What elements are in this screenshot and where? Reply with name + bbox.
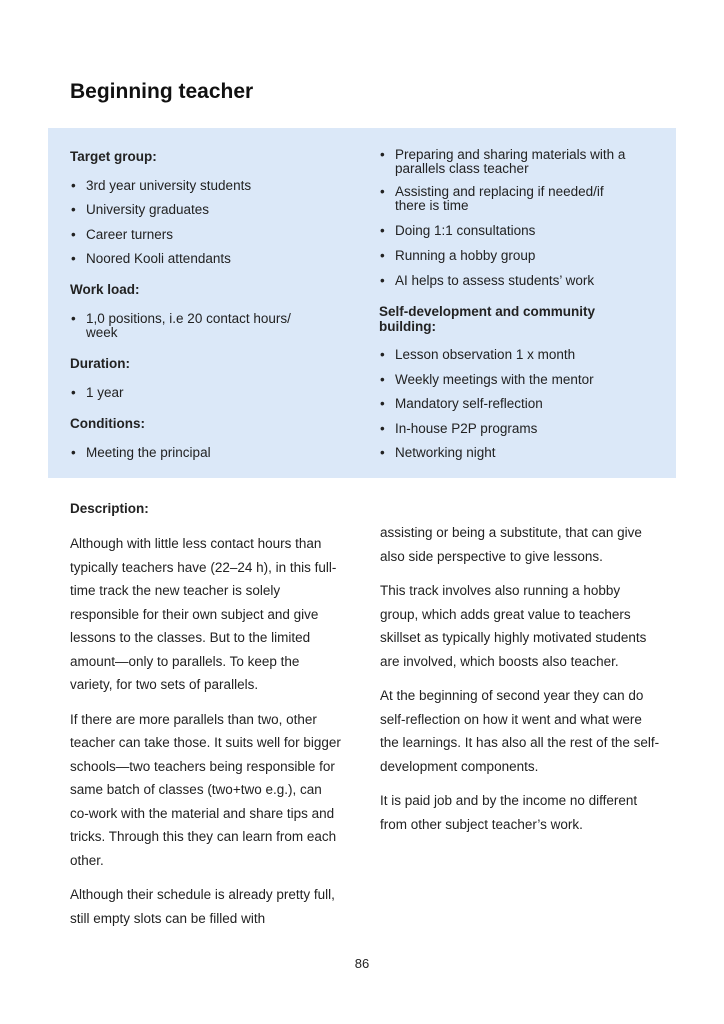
page-title: Beginning teacher [70,80,254,103]
self-development-item: • Weekly meetings with the mentor [379,373,594,387]
description-right-column [380,521,662,847]
description-paragraph: At the beginning of second year they can do self-reflection on how it went and what were the learnings. It has also all the rest of the self-development components. [380,688,660,774]
self-development-heading: Self-development and community building: [379,304,596,334]
self-development-item: • In-house P2P programs [379,422,537,436]
description-paragraph: assisting or being a substitute, that can give also side perspective to give lessons. [380,525,642,564]
work-load-item: • 1,0 positions, i.e 20 contact hours/ week [70,312,325,340]
task-item: • Assisting and replacing if needed/if there is time [379,185,629,213]
description-paragraph: It is paid job and by the income no different from other subject teacher’s work. [380,793,638,832]
target-group-item: • 3rd year university students [70,179,251,193]
conditions-heading: Conditions: [70,416,145,431]
target-group-item: • University graduates [70,203,209,217]
task-item: • Preparing and sharing materials with a parallels class teacher [379,148,663,176]
conditions-item: • Meeting the principal [70,446,211,460]
target-group-item: • Career turners [70,228,173,242]
description-paragraph: This track involves also running a hobby group, which adds great value to teachers skillset as typically highly motivated students are involved, which boosts also teacher. [380,583,647,669]
work-load-heading: Work load: [70,282,140,297]
duration-item: • 1 year [70,386,124,400]
self-development-item: • Networking night [379,446,496,460]
description-paragraph: Although their schedule is already pretty full, still empty slots can be filled with [70,887,335,926]
task-item: • Doing 1:1 consultations [379,224,535,238]
page-number: 86 [354,956,370,971]
self-development-item: • Lesson observation 1 x month [379,348,575,362]
description-paragraph: Although with little less contact hours than typically teachers have (22–24 h), in this full-time track the new teacher is solely responsible for their own subject and give lessons to the classes. But to the limited amount—only to parallels. To keep the variety, for two sets of parallels. [70,536,337,692]
duration-heading: Duration: [70,356,130,371]
target-group-item: • Noored Kooli attendants [70,252,231,266]
self-development-item: • Mandatory self-reflection [379,397,543,411]
description-left-column [70,532,342,941]
target-group-heading: Target group: [70,149,157,164]
description-paragraph: If there are more parallels than two, other teacher can take those. It suits well for bigger schools—two teachers being responsible for same batch of classes (two+two e.g.), can co-work with the material and share tips and tricks. Through this they can learn from each other. [70,711,341,868]
task-item: • AI helps to assess students’ work [379,274,594,288]
description-heading: Description: [70,501,149,516]
task-item: • Running a hobby group [379,249,535,263]
track-info-box [48,128,676,478]
